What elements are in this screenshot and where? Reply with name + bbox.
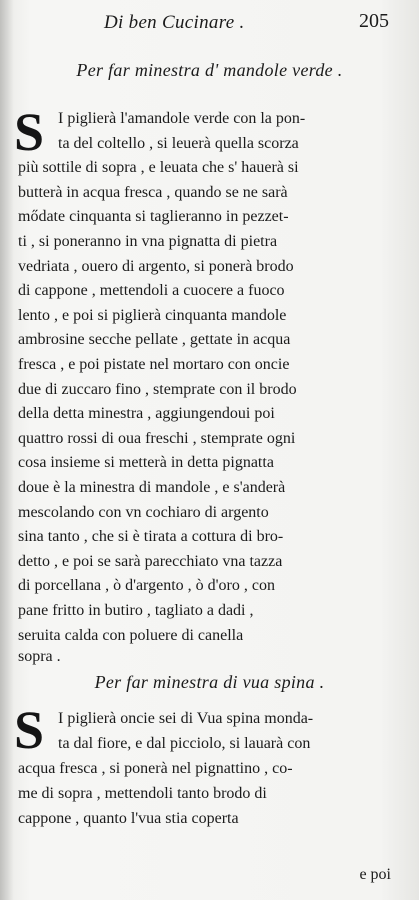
page-number: 205 bbox=[359, 10, 389, 32]
catchword: e poi bbox=[359, 866, 391, 883]
running-head: Di ben Cucinare . bbox=[104, 12, 245, 33]
text-line: ta dal fiore, e dal picciolo, si lauarà con bbox=[58, 735, 311, 752]
text-line: di porcellana , ò d'argento , ò d'oro , con bbox=[18, 577, 275, 595]
text-line: cosa insieme si metterà in detta pignatta bbox=[18, 454, 274, 472]
text-line: pane fritto in butiro , tagliato a dadi , bbox=[18, 602, 254, 619]
text-line: doue è la minestra di mandole , e s'anderà bbox=[18, 479, 286, 496]
text-line: seruita calda con poluere di canella bbox=[18, 626, 244, 644]
recipe-title-gooseberry-soup: Per far minestra di vua spina . bbox=[94, 672, 325, 692]
text-line: quattro rossi di oua freschi , stemprate ogni bbox=[18, 429, 296, 447]
text-line: due di zuccaro fino , stemprate con il brodo bbox=[18, 380, 297, 398]
text-line: mődate cinquanta si taglieranno in pezzet- bbox=[18, 208, 289, 226]
text-line: sopra . bbox=[18, 648, 61, 665]
drop-cap: S bbox=[14, 102, 45, 162]
page-header bbox=[0, 8, 419, 38]
text-line: vedriata , ouero di argento, si ponerà brodo bbox=[18, 257, 294, 275]
text-line: butterà in acqua fresca , quando se ne sarà bbox=[18, 183, 288, 201]
drop-cap: S bbox=[14, 700, 45, 760]
text-line: della detta minestra , aggiungendoui poi bbox=[18, 405, 275, 423]
text-line: cappone , quanto l'vua stia coperta bbox=[18, 810, 239, 827]
text-line: detto , e poi se sarà parecchiato vna tazza bbox=[18, 552, 283, 570]
text-line: fresca , e poi pistate nel mortaro con oncie bbox=[18, 356, 290, 373]
text-line: I piglierà l'amandole verde con la pon- bbox=[58, 110, 306, 127]
text-line: lento , e poi si piglierà cinquanta mandole bbox=[18, 306, 287, 324]
gutter-shadow bbox=[0, 0, 14, 900]
text-line: acqua fresca , si ponerà nel pignattino , co- bbox=[18, 760, 293, 777]
text-line: I piglierà oncie sei di Vua spina monda- bbox=[58, 710, 314, 727]
text-line: ta del coltello , si leuerà quella scorza bbox=[58, 134, 299, 152]
text-line: ambrosine secche pellate , gettate in acqua bbox=[18, 331, 291, 349]
text-line: più sottile di sopra , e leuata che s' hauerà si bbox=[18, 159, 299, 177]
text-line: di cappone , mettendoli a cuocere a fuoco bbox=[18, 282, 285, 300]
text-line: ti , si poneranno in vna pignatta di pietra bbox=[18, 233, 278, 250]
recipe-title-almond-soup: Per far minestra d' mandole verde . bbox=[76, 60, 343, 80]
text-line: mescolando con vn cochiaro di argento bbox=[18, 503, 269, 521]
text-line: me di sopra , mettendoli tanto brodo di bbox=[18, 785, 267, 802]
text-line: sina tanto , che si è tirata a cottura di bro- bbox=[18, 528, 284, 546]
